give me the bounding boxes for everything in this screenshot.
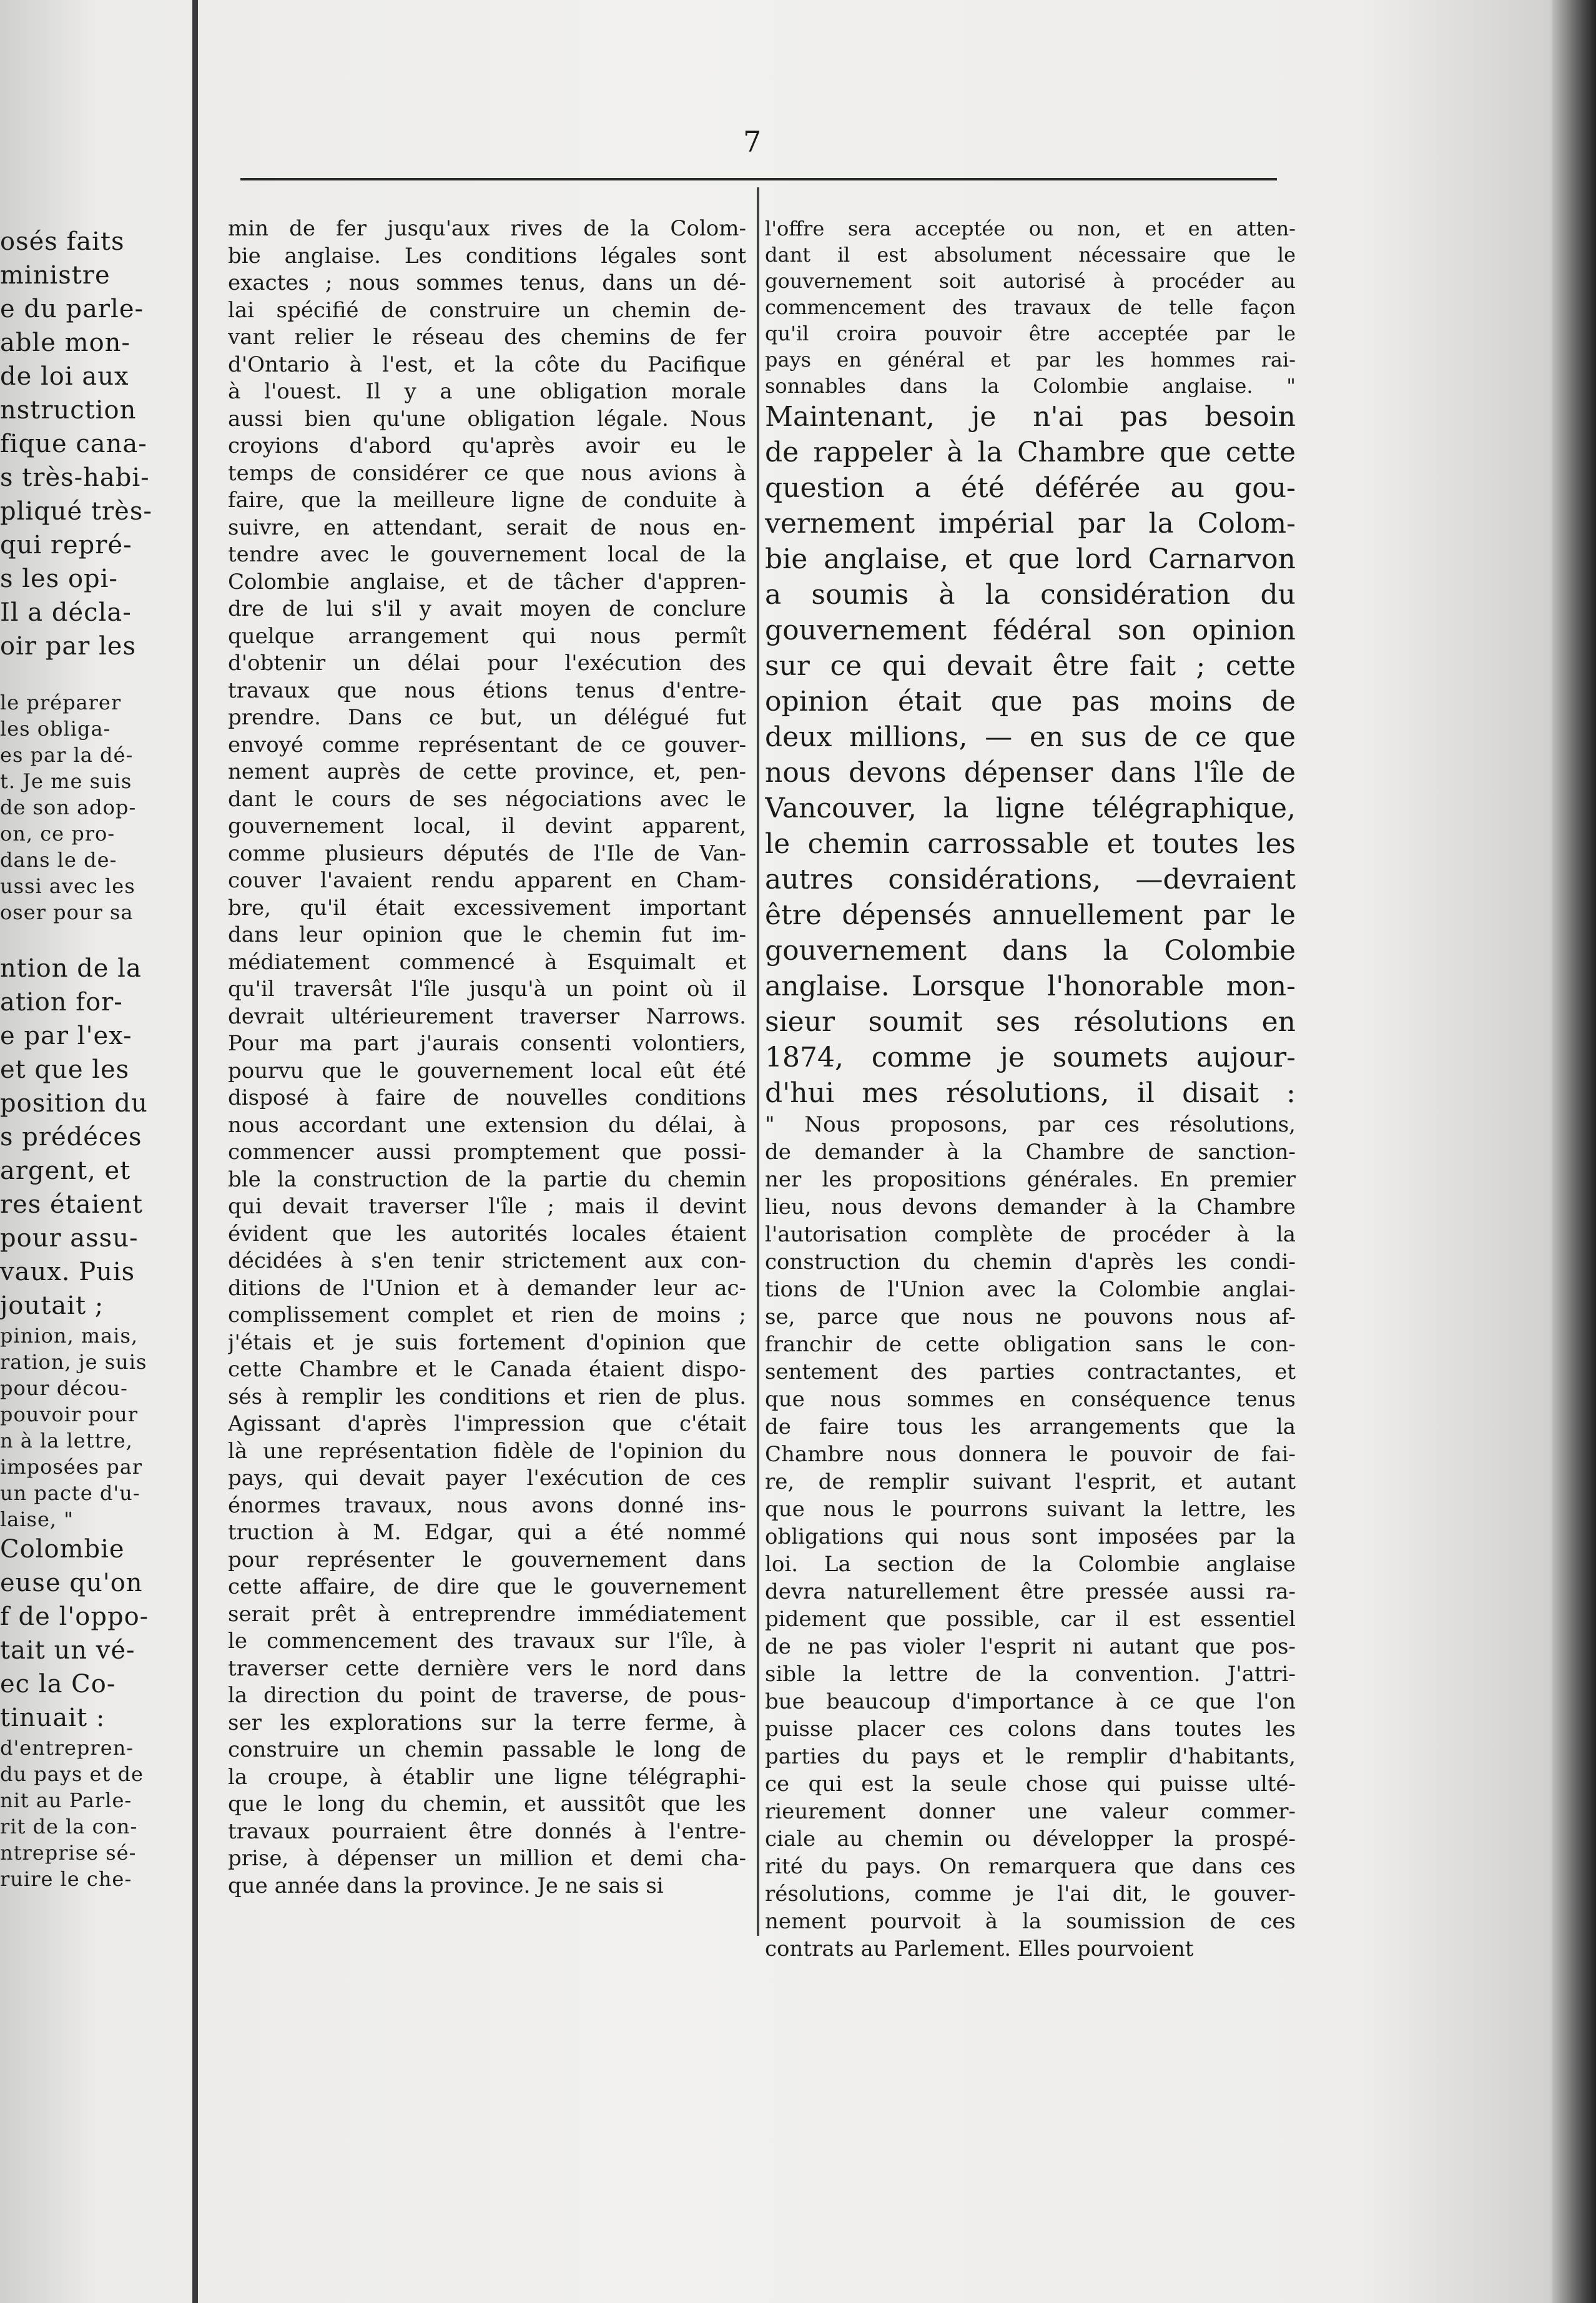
text-line: d'obtenir un délai pour l'exécution des <box>228 651 746 676</box>
text-line: n à la lettre, <box>0 1429 133 1452</box>
text-line: Agissant d'après l'impression que c'était <box>228 1411 746 1436</box>
text-line: min de fer jusqu'aux rives de la Colom- <box>228 216 746 241</box>
middle-column <box>228 215 746 1900</box>
text-line: envoyé comme représentant de ce gouver- <box>228 732 746 757</box>
text-line: " Nous proposons, par ces résolutions, <box>765 1112 1296 1137</box>
text-line: là une représentation fidèle de l'opinion du <box>228 1438 746 1464</box>
text-line: dant le cours de ses négociations avec le <box>228 786 746 812</box>
text-line: de ne pas violer l'esprit ni autant que pos- <box>765 1634 1296 1659</box>
text-line: s prédéces <box>0 1123 142 1152</box>
text-line <box>0 925 187 952</box>
text-line: couver l'avaient rendu apparent en Cham- <box>228 868 746 893</box>
text-line: loi. La section de la Colombie anglaise <box>765 1552 1296 1577</box>
text-line: s très-habi- <box>0 463 150 492</box>
text-line: gouvernement fédéral son opinion <box>765 614 1296 646</box>
text-line: ministre <box>0 261 111 290</box>
text-line: t. Je me suis <box>0 769 132 793</box>
page-edge-shadow <box>1552 0 1596 2303</box>
text-line: sonnables dans la Colombie anglaise. " <box>765 374 1296 398</box>
text-line: le commencement des travaux sur l'île, à <box>228 1629 746 1654</box>
text-line: lieu, nous devons demander à la Chambre <box>765 1195 1296 1220</box>
gutter-rule <box>192 0 198 2303</box>
text-line: vaux. Puis <box>0 1258 135 1286</box>
text-line: un pacte d'u- <box>0 1481 140 1505</box>
text-line: que nous sommes en conséquence tenus <box>765 1387 1296 1412</box>
text-line: contrats au Parlement. Elles pourvoient <box>765 1936 1194 1961</box>
left-column-fragment <box>0 225 187 1892</box>
text-line: rité du pays. On remarquera que dans ces <box>765 1854 1296 1879</box>
text-line: nous devons dépenser dans l'île de <box>765 757 1296 789</box>
text-line: prendre. Dans ce but, un délégué fut <box>228 705 746 730</box>
text-line: osés faits <box>0 227 125 256</box>
right-column <box>765 215 1296 1963</box>
text-line: de rappeler à la Chambre que cette <box>765 436 1296 468</box>
header-rule <box>240 178 1277 180</box>
text-line: anglaise. Lorsque l'honorable mon- <box>765 970 1296 1002</box>
text-line: rit de la con- <box>0 1815 138 1838</box>
text-line: ce qui est la seule chose qui puisse ulté- <box>765 1772 1296 1797</box>
text-line: Colombie <box>0 1535 125 1564</box>
text-line: autres considérations, —devraient <box>765 864 1296 895</box>
text-line: la direction du point de traverse, de pous- <box>228 1683 746 1708</box>
text-line: dant il est absolument nécessaire que le <box>765 243 1296 267</box>
text-line: argent, et <box>0 1156 131 1185</box>
text-line: pour assu- <box>0 1224 139 1253</box>
text-line: les obliga- <box>0 717 111 741</box>
column-divider <box>757 187 759 1936</box>
text-line: tendre avec le gouvernement local de la <box>228 542 746 567</box>
text-line: 1874, comme je soumets aujour- <box>765 1042 1296 1073</box>
text-line: gouvernement soit autorisé à procéder au <box>765 269 1296 293</box>
text-line: ec la Co- <box>0 1670 116 1699</box>
text-line: pidement que possible, car il est essentiel <box>765 1607 1296 1632</box>
text-line: s les opi- <box>0 565 118 593</box>
text-line: f de l'oppo- <box>0 1602 149 1631</box>
text-line: opinion était que pas moins de <box>765 686 1296 718</box>
text-line: comme plusieurs députés de l'Ile de Van- <box>228 841 746 866</box>
text-line: nous accordant une extension du délai, à <box>228 1112 746 1138</box>
text-line: décidées à s'en tenir strictement aux con- <box>228 1248 746 1273</box>
text-line: nstruction <box>0 396 137 425</box>
text-line: commencement des travaux de telle façon <box>765 295 1296 319</box>
text-line: imposées par <box>0 1455 143 1479</box>
text-line: sur ce qui devait être fait ; cette <box>765 650 1296 682</box>
text-line: pays, qui devait payer l'exécution de ces <box>228 1466 746 1491</box>
text-line: à l'ouest. Il y a une obligation morale <box>228 379 746 404</box>
text-line: bre, qu'il était excessivement important <box>228 895 746 920</box>
text-line: serait prêt à entreprendre immédiatement <box>228 1601 746 1627</box>
text-line: vant relier le réseau des chemins de fer <box>228 325 746 350</box>
text-line: d'hui mes résolutions, il disait : <box>765 1077 1296 1109</box>
text-line: que nous le pourrons suivant la lettre, les <box>765 1497 1296 1522</box>
text-line: tinuait : <box>0 1704 106 1732</box>
text-line: pour décou- <box>0 1376 128 1400</box>
text-line: laise, " <box>0 1507 74 1531</box>
text-line: se, parce que nous ne pouvons nous af- <box>765 1304 1296 1329</box>
text-line: oser pour sa <box>0 900 134 924</box>
text-line: la croupe, à établir une ligne télégraphi- <box>228 1764 746 1790</box>
text-line: construire un chemin passable le long de <box>228 1737 746 1762</box>
text-line: commencer aussi promptement que possi- <box>228 1140 746 1165</box>
text-line: dans le de- <box>0 848 117 872</box>
text-line: que année dans la province. Je ne sais si <box>228 1873 664 1898</box>
text-line: quelque arrangement qui nous permît <box>228 623 746 649</box>
text-line: truction à M. Edgar, qui a été nommé <box>228 1520 746 1545</box>
text-line: croyions d'abord qu'après avoir eu le <box>228 433 746 458</box>
text-line: cette Chambre et le Canada étaient dispo- <box>228 1357 746 1382</box>
text-line: travaux pourraient être donnés à l'entre- <box>228 1818 746 1844</box>
text-line: et que les <box>0 1055 130 1084</box>
text-line: gouvernement dans la Colombie <box>765 935 1296 967</box>
text-line: position du <box>0 1089 148 1118</box>
text-line: de faire tous les arrangements que la <box>765 1414 1296 1439</box>
text-line: être dépensés annuellement par le <box>765 899 1296 931</box>
text-line: l'autorisation complète de procéder à la <box>765 1222 1296 1247</box>
text-line: faire, que la meilleure ligne de conduite à <box>228 488 746 513</box>
text-line: d'Ontario à l'est, et la côte du Pacifique <box>228 352 746 377</box>
text-line: joutait ; <box>0 1291 104 1320</box>
text-line: qu'il traversât l'île jusqu'à un point où il <box>228 977 746 1002</box>
text-line: euse qu'on <box>0 1569 143 1597</box>
page-number: 7 <box>743 125 762 159</box>
text-line: pliqué très- <box>0 497 152 526</box>
text-line: Vancouver, la ligne télégraphique, <box>765 792 1296 824</box>
text-line: oir par les <box>0 632 136 661</box>
text-line: re, de remplir suivant l'esprit, et autant <box>765 1469 1296 1494</box>
text-line: e par l'ex- <box>0 1022 132 1050</box>
text-line: ruire le che- <box>0 1867 132 1891</box>
text-line: ration, je suis <box>0 1350 147 1374</box>
text-line: devrait ultérieurement traverser Narrows. <box>228 1004 746 1029</box>
text-line: vernement impérial par la Colom- <box>765 508 1296 540</box>
text-line: bue beaucoup d'importance à ce que l'on <box>765 1689 1296 1714</box>
text-line: Il a décla- <box>0 598 132 627</box>
text-line: ner les propositions générales. En premier <box>765 1167 1296 1192</box>
text-line: obligations qui nous sont imposées par la <box>765 1524 1296 1549</box>
text-line: franchir de cette obligation sans le con- <box>765 1332 1296 1357</box>
text-line: complissement complet et rien de moins ; <box>228 1303 746 1328</box>
text-line: able mon- <box>0 328 131 357</box>
text-line: deux millions, — en sus de ce que <box>765 721 1296 753</box>
text-line: es par la dé- <box>0 743 134 767</box>
text-line <box>0 663 187 689</box>
text-line: sieur soumit ses résolutions en <box>765 1006 1296 1038</box>
text-line: le préparer <box>0 691 122 714</box>
text-line: de son adop- <box>0 796 137 819</box>
text-line: qui repré- <box>0 531 132 560</box>
text-line: a soumis à la considération du <box>765 579 1296 611</box>
text-line: traverser cette dernière vers le nord dans <box>228 1655 746 1681</box>
text-line: sés à remplir les conditions et rien de plus. <box>228 1384 746 1409</box>
text-line: de demander à la Chambre de sanction- <box>765 1140 1296 1165</box>
text-line: médiatement commencé à Esquimalt et <box>228 949 746 975</box>
text-line: suivre, en attendant, serait de nous en- <box>228 515 746 540</box>
text-line: parties du pays et le remplir d'habitants, <box>765 1744 1296 1769</box>
text-line: bie anglaise, et que lord Carnarvon <box>765 543 1296 575</box>
text-line: qui devait traverser l'île ; mais il devint <box>228 1194 746 1219</box>
text-line: que le long du chemin, et aussitôt que les <box>228 1792 746 1817</box>
text-line: pouvoir pour <box>0 1403 139 1426</box>
text-line: pinion, mais, <box>0 1324 139 1348</box>
text-line: Colombie anglaise, et de tâcher d'appren- <box>228 569 746 594</box>
text-line: exactes ; nous sommes tenus, dans un dé- <box>228 270 746 295</box>
text-line: tions de l'Union avec la Colombie anglai- <box>765 1277 1296 1302</box>
text-line: res étaient <box>0 1190 143 1219</box>
text-line: évident que les autorités locales étaient <box>228 1221 746 1246</box>
text-line: de loi aux <box>0 362 129 391</box>
text-line: lai spécifié de construire un chemin de- <box>228 297 746 323</box>
text-line: pourvu que le gouvernement local eût été <box>228 1058 746 1083</box>
text-line: puisse placer ces colons dans toutes les <box>765 1717 1296 1742</box>
text-line: devra naturellement être pressée aussi ra- <box>765 1579 1296 1604</box>
text-line: question a été déférée au gou- <box>765 472 1296 504</box>
text-line: ser les explorations sur la terre ferme, à <box>228 1710 746 1735</box>
text-line: travaux que nous étions tenus d'entre- <box>228 678 746 703</box>
text-line: qu'il croira pouvoir être acceptée par le <box>765 322 1296 345</box>
text-line: rieurement donner une valeur commer- <box>765 1799 1296 1824</box>
text-line: gouvernement local, il devint apparent, <box>228 814 746 839</box>
text-line: nement auprès de cette province, et, pen- <box>228 759 746 784</box>
text-line: temps de considérer ce que nous avions à <box>228 460 746 486</box>
text-line: e du parle- <box>0 295 144 323</box>
text-line: ation for- <box>0 988 123 1017</box>
text-line: ditions de l'Union et à demander leur ac- <box>228 1275 746 1301</box>
text-line: Pour ma part j'aurais consenti volontiers, <box>228 1031 746 1056</box>
text-line: résolutions, comme je l'ai dit, le gouver- <box>765 1881 1296 1906</box>
text-line: tait un vé- <box>0 1636 135 1665</box>
text-line: l'offre sera acceptée ou non, et en atten- <box>765 217 1296 240</box>
text-line: ble la construction de la partie du chemin <box>228 1166 746 1192</box>
text-line: prise, à dépenser un million et demi cha- <box>228 1846 746 1871</box>
text-line: pays en général et par les hommes rai- <box>765 348 1296 372</box>
text-line: ciale au chemin ou développer la prospé- <box>765 1827 1296 1852</box>
text-line: dans leur opinion que le chemin fut im- <box>228 922 746 947</box>
text-line: dre de lui s'il y avait moyen de conclure <box>228 596 746 621</box>
text-line: nit au Parle- <box>0 1788 132 1812</box>
text-line: Maintenant, je n'ai pas besoin <box>765 401 1296 433</box>
text-line: nement pourvoit à la soumission de ces <box>765 1909 1296 1934</box>
text-line: sible la lettre de la convention. J'attri- <box>765 1662 1296 1687</box>
text-line: cette affaire, de dire que le gouvernement <box>228 1574 746 1599</box>
text-line: ntion de la <box>0 954 142 983</box>
text-line: bie anglaise. Les conditions légales sont <box>228 243 746 269</box>
text-line: pour représenter le gouvernement dans <box>228 1547 746 1572</box>
text-line: fique cana- <box>0 430 147 458</box>
text-line: disposé à faire de nouvelles conditions <box>228 1085 746 1110</box>
text-line: du pays et de <box>0 1762 144 1786</box>
text-line: énormes travaux, nous avons donné ins- <box>228 1492 746 1518</box>
text-line: ussi avec les <box>0 874 135 898</box>
text-line: Chambre nous donnera le pouvoir de fai- <box>765 1442 1296 1467</box>
text-line: construction du chemin d'après les condi- <box>765 1250 1296 1275</box>
text-line: on, ce pro- <box>0 822 116 846</box>
text-line: sentement des parties contractantes, et <box>765 1359 1296 1384</box>
text-line: ntreprise sé- <box>0 1841 137 1865</box>
text-line: d'entrepren- <box>0 1736 134 1760</box>
text-line: j'étais et je suis fortement d'opinion que <box>228 1329 746 1355</box>
text-line: le chemin carrossable et toutes les <box>765 828 1296 860</box>
text-line: aussi bien qu'une obligation légale. Nous <box>228 406 746 432</box>
